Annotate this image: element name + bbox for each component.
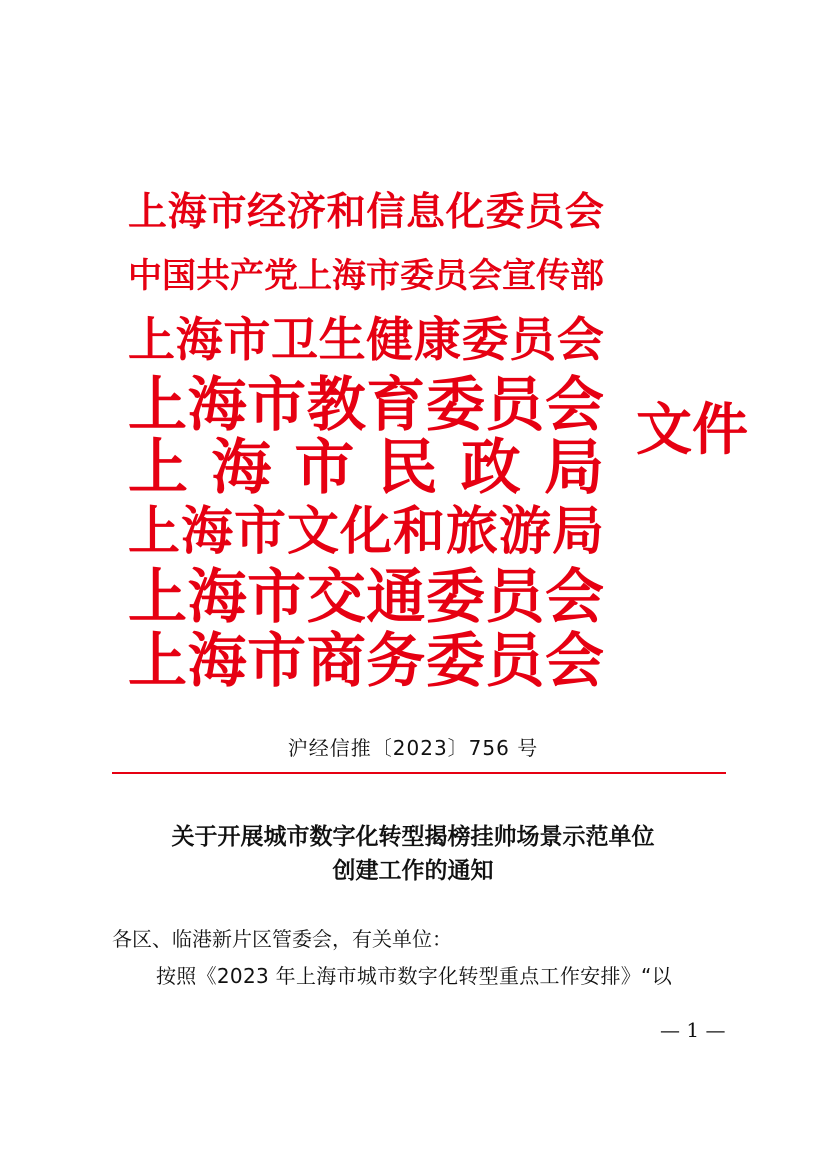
issuer-char: 市 [223, 312, 271, 368]
issuer-char: 上 [128, 369, 188, 439]
issuer-char: 市 [233, 501, 286, 562]
red-divider [112, 772, 726, 774]
issuer-char: 市 [366, 256, 400, 296]
issuer-char: 共 [196, 256, 230, 296]
issuer-char: 会 [544, 369, 604, 439]
issuer-char: 济 [286, 188, 326, 235]
issuer-name [128, 561, 604, 631]
issuer-char: 局 [551, 501, 604, 562]
issuer-char: 委 [400, 256, 434, 296]
issuer-char: 委 [425, 561, 485, 631]
issuer-char: 海 [180, 501, 233, 562]
issuer-char: 和 [326, 188, 366, 235]
issuer-char: 上 [128, 312, 175, 368]
issuer-name [128, 369, 604, 439]
issuer-char: 育 [366, 369, 426, 439]
body-paragraph: 按照《2023 年上海市城市数字化转型重点工作安排》“以 [156, 964, 673, 988]
issuer-char: 市 [294, 433, 355, 503]
issuer-char: 上 [128, 188, 168, 235]
issuer-char: 会 [544, 625, 604, 695]
issuer-char: 会 [564, 188, 604, 235]
issuer-char: 卫 [270, 312, 318, 368]
issuer-block [128, 180, 604, 695]
issuer-char: 部 [570, 256, 604, 296]
issuer-char: 交 [306, 561, 366, 631]
issuer-char: 教 [306, 369, 366, 439]
issuer-char: 市 [247, 561, 307, 631]
issuer-char: 员 [485, 561, 545, 631]
issuer-char: 文 [286, 501, 339, 562]
issuer-char: 委 [461, 312, 509, 368]
document-type-suffix: 文件 [636, 397, 748, 463]
page-number: — 1 — [660, 1018, 726, 1042]
issuer-char: 员 [434, 256, 468, 296]
issuer-char: 海 [187, 369, 247, 439]
issuer-char: 上 [298, 256, 332, 296]
issuer-char: 海 [167, 188, 207, 235]
issuer-char: 化 [339, 501, 392, 562]
issuer-char: 海 [175, 312, 223, 368]
issuer-char: 传 [536, 256, 570, 296]
issuer-char: 会 [556, 312, 604, 368]
issuer-char: 宣 [502, 256, 536, 296]
issuer-char: 经 [247, 188, 287, 235]
issuer-char: 健 [366, 312, 414, 368]
issuer-char: 委 [425, 625, 485, 695]
issuer-char: 员 [485, 625, 545, 695]
addressee: 各区、临港新片区管委会，有关单位： [112, 927, 452, 951]
issuer-char: 国 [162, 256, 196, 296]
issuer-char: 员 [485, 369, 545, 439]
issuer-char: 上 [128, 501, 181, 562]
issuer-char: 上 [128, 561, 188, 631]
issuer-char: 海 [211, 433, 272, 503]
issuer-char: 生 [318, 312, 366, 368]
issuer-char: 委 [425, 369, 485, 439]
issuer-char: 海 [187, 561, 247, 631]
issuer-char: 员 [509, 312, 557, 368]
issuer-char: 党 [264, 256, 298, 296]
issuer-name [128, 180, 604, 244]
issuer-char: 旅 [445, 501, 498, 562]
issuer-char: 化 [445, 188, 485, 235]
issuer-char: 海 [187, 625, 247, 695]
title-line: 关于开展城市数字化转型揭榜挂帅场景示范单位 [171, 823, 655, 850]
document-title [0, 820, 826, 888]
title-line: 创建工作的通知 [332, 857, 494, 884]
issuer-char: 中 [128, 256, 162, 296]
issuer-char: 息 [406, 188, 446, 235]
issuer-char: 信 [366, 188, 406, 235]
issuer-char: 海 [332, 256, 366, 296]
issuer-char: 通 [366, 561, 426, 631]
issuer-name [128, 308, 604, 372]
issuer-char: 产 [230, 256, 264, 296]
issuer-char: 委 [485, 188, 525, 235]
issuer-name [128, 625, 604, 695]
issuer-name [128, 433, 604, 503]
issuer-char: 商 [306, 625, 366, 695]
issuer-char: 民 [377, 433, 438, 503]
issuer-char: 会 [544, 561, 604, 631]
issuer-char: 上 [128, 433, 188, 503]
issuer-char: 游 [498, 501, 551, 562]
issuer-char: 会 [468, 256, 502, 296]
issuer-char: 局 [543, 433, 604, 503]
issuer-char: 和 [392, 501, 445, 562]
document-number: 沪经信推〔2023〕756 号 [287, 736, 539, 760]
issuer-name [128, 244, 604, 308]
issuer-char: 上 [128, 625, 188, 695]
issuer-char: 市 [207, 188, 247, 235]
issuer-char: 政 [460, 433, 521, 503]
issuer-char: 市 [247, 369, 307, 439]
issuer-char: 市 [247, 625, 307, 695]
issuer-char: 员 [525, 188, 565, 235]
issuer-char: 康 [413, 312, 461, 368]
issuer-char: 务 [366, 625, 426, 695]
issuer-name [128, 500, 604, 564]
